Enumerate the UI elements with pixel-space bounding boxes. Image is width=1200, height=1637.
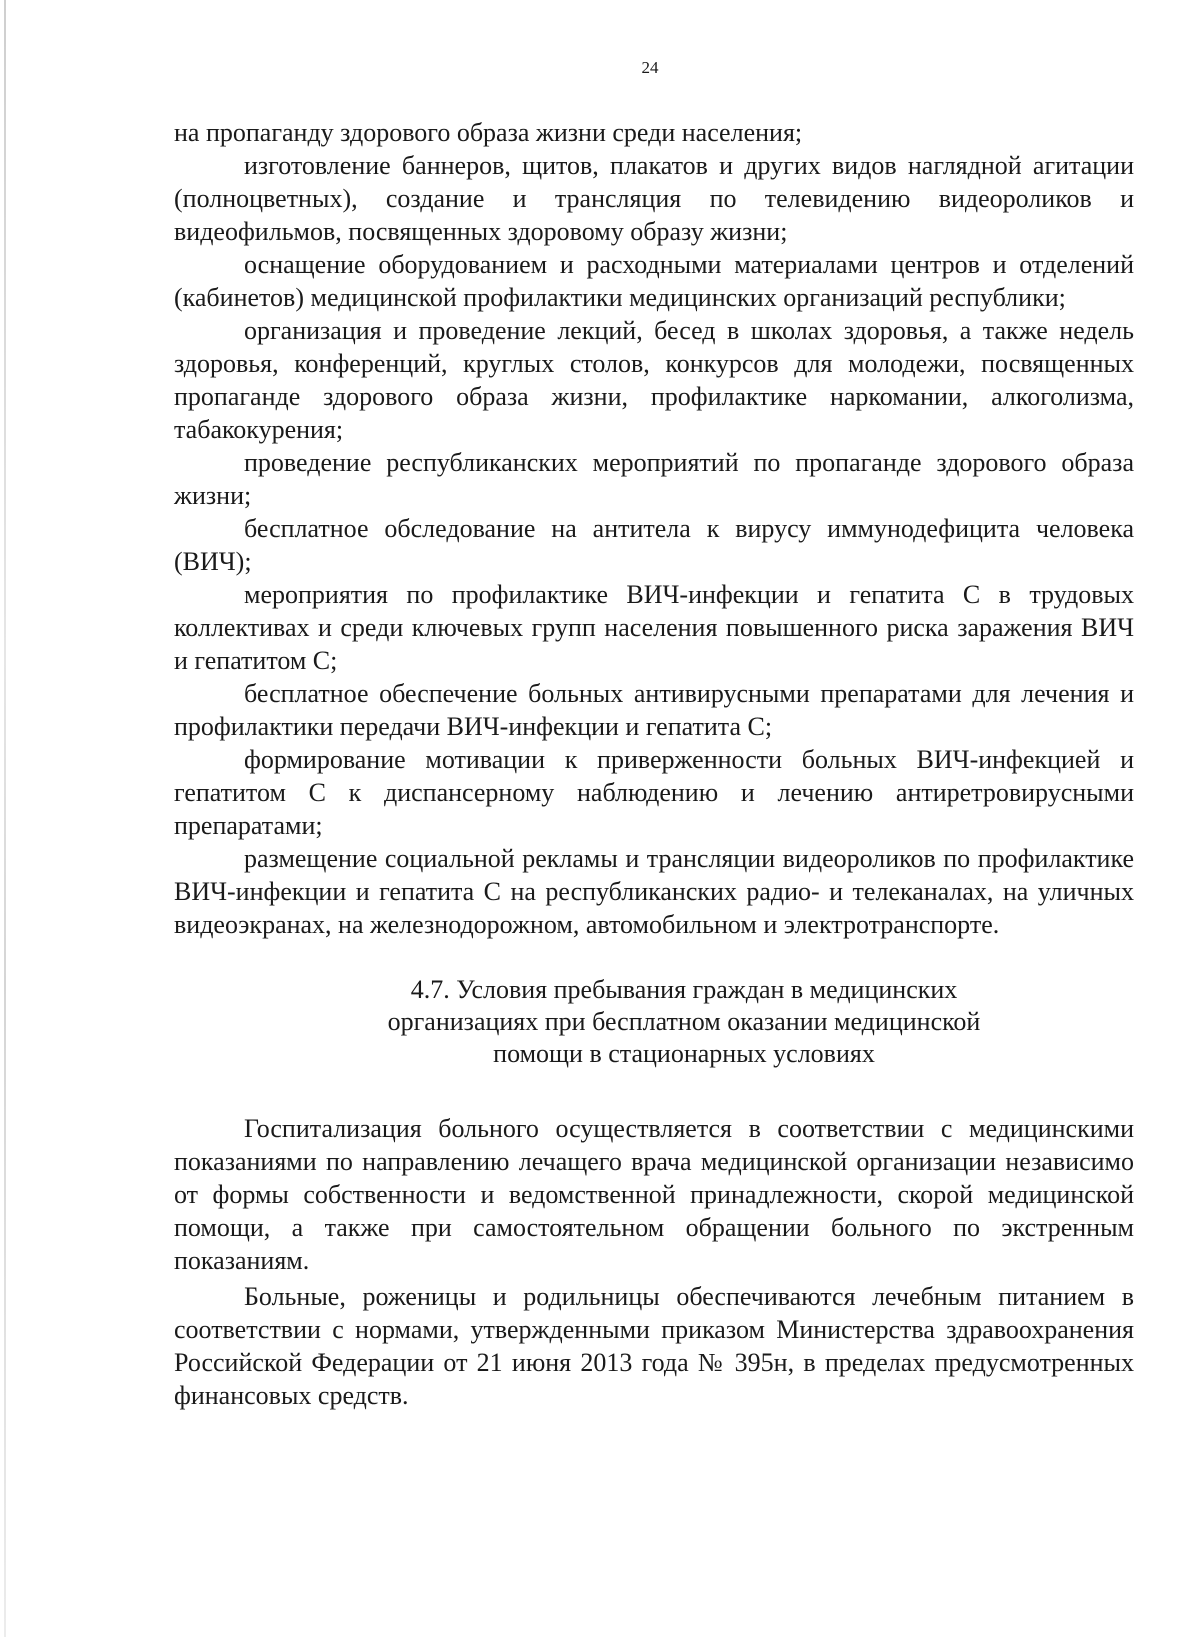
section-text <box>174 1112 1134 1412</box>
list-item: изготовление баннеров, щитов, плакатов и других видов наглядной агитации (полноцветных), создание и трансляция по телевидению видеороликов и видеофильмов, посвященных здоровому образу жизни; <box>174 151 1134 246</box>
section-heading <box>174 974 1134 1070</box>
scan-left-edge <box>4 0 6 1637</box>
list-item: мероприятия по профилактике ВИЧ-инфекции и гепатита С в трудовых коллективах и среди ключевых групп населения повышенного риска заражения ВИЧ и гепатитом С; <box>174 580 1134 675</box>
section-heading-line: помощи в стационарных условиях <box>493 1039 875 1068</box>
measures-list <box>174 116 1134 941</box>
document-body <box>174 116 1134 1415</box>
section-heading-line: 4.7. Условия пребывания граждан в медицинских <box>410 975 958 1004</box>
list-item: организация и проведение лекций, бесед в школах здоровья, а также недель здоровья, конференций, круглых столов, конкурсов для молодежи, посвященных пропаганде здорового образа жизни, профилактике наркомании, алкоголизма, табакокурения; <box>174 316 1134 444</box>
list-item: формирование мотивации к приверженности больных ВИЧ-инфекцией и гепатитом С к диспансерному наблюдению и лечению антиретровирусными препаратами; <box>174 745 1134 840</box>
list-item: бесплатное обследование на антитела к вирусу иммунодефицита человека (ВИЧ); <box>174 514 1134 576</box>
paragraph: Больные, роженицы и родильницы обеспечиваются лечебным питанием в соответствии с нормами, утвержденными приказом Министерства здравоохранения Российской Федерации от 21 июня 2013 года № 395н, в пределах предусмотренных финансовых средств. <box>174 1282 1134 1410</box>
page-number: 24 <box>641 58 659 77</box>
section-heading-line: организациях при бесплатном оказании медицинской <box>387 1007 981 1036</box>
list-item: бесплатное обеспечение больных антивирусными препаратами для лечения и профилактики передачи ВИЧ-инфекции и гепатита С; <box>174 679 1134 741</box>
list-item: оснащение оборудованием и расходными материалами центров и отделений (кабинетов) медицинской профилактики медицинских организаций республики; <box>174 250 1134 312</box>
list-item: размещение социальной рекламы и трансляции видеороликов по профилактике ВИЧ-инфекции и гепатита С на республиканских радио- и телеканалах, на уличных видеоэкранах, на железнодорожном, автомобильном и электротранспорте. <box>174 844 1134 939</box>
list-item: на пропаганду здорового образа жизни среди населения; <box>174 118 803 147</box>
paragraph: Госпитализация больного осуществляется в соответствии с медицинскими показаниями по направлению лечащего врача медицинской организации независимо от формы собственности и ведомственной принадлежности, скорой медицинской помощи, а также при самостоятельном обращении больного по экстренным показаниям. <box>174 1114 1134 1275</box>
list-item: проведение республиканских мероприятий по пропаганде здорового образа жизни; <box>174 448 1134 510</box>
